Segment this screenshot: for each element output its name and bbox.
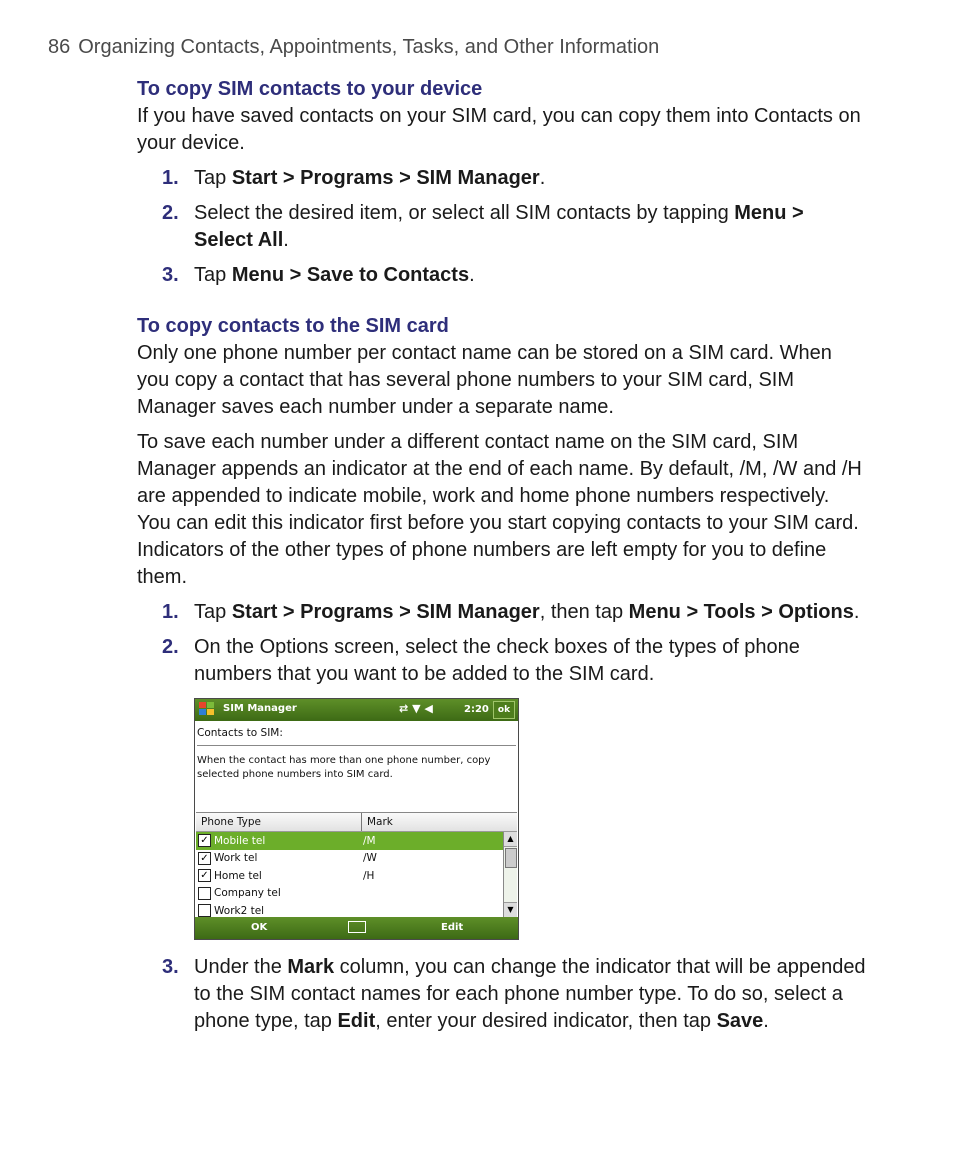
phone-type: Work tel [214, 852, 258, 865]
phone-type: Home tel [214, 869, 262, 882]
chapter-title: Organizing Contacts, Appointments, Tasks, and Other Information [78, 36, 660, 58]
section2-step-3 [137, 954, 867, 1035]
keyboard-icon[interactable] [348, 921, 366, 933]
speaker-icon: ◀ [424, 702, 433, 715]
step-text: Tap [194, 264, 232, 286]
checkbox-unchecked[interactable] [198, 904, 211, 917]
step-text: On the Options screen, select the check boxes of the types of phone numbers that you want to be added to the SIM card. [194, 636, 800, 685]
column-header-mark[interactable]: Mark [367, 816, 393, 828]
section2-para2: To save each number under a different contact name on the SIM card, SIM Manager appends an indicator at the end of each name. By default, /M, /W and /H are appended to indicate mobile, work and home phone numbers respectively. You can edit this indicator first before you start copying contacts to your SIM card. Indicators of the other types of phone numbers are left empty for you to define them. [137, 431, 862, 588]
status-icons [399, 702, 433, 715]
step-command: Menu > Select All [194, 202, 804, 251]
signal-icon: ▼ [412, 702, 421, 715]
step-command: Save [716, 1010, 764, 1032]
step-command: Menu > Save to Contacts [231, 264, 470, 286]
step-punct: . [469, 264, 475, 286]
phone-type: Mobile tel [214, 834, 266, 847]
checkbox-checked[interactable]: ✓ [198, 834, 211, 847]
phone-type-list [196, 812, 517, 917]
section-heading-copy-sim-to-device: To copy SIM contacts to your device [137, 78, 483, 100]
step-command: Menu > Tools > Options [628, 601, 854, 623]
step-command: Start > Programs > SIM Manager [231, 167, 540, 189]
section1-intro: If you have saved contacts on your SIM card, you can copy them into Contacts on your device. [137, 105, 861, 154]
section1-step-3 [137, 262, 867, 289]
running-header [48, 36, 659, 59]
step-text: Tap [194, 167, 232, 189]
step-number: 2. [162, 202, 179, 224]
section-title: Contacts to SIM: [197, 727, 283, 739]
list-item[interactable] [196, 832, 504, 850]
step-text: Under the [194, 956, 288, 978]
step-command: Mark [287, 956, 335, 978]
list-item[interactable] [196, 850, 504, 868]
column-header-phone-type[interactable]: Phone Type [196, 813, 362, 831]
list-header [196, 813, 517, 832]
step-command: Edit [337, 1010, 376, 1032]
title-bar [195, 699, 518, 721]
description: When the contact has more than one phone number, copy selected phone numbers into SIM card. [197, 755, 491, 780]
sim-manager-screenshot [194, 698, 519, 940]
step-punct: . [853, 601, 860, 623]
page-content [137, 76, 867, 1043]
divider [197, 745, 516, 746]
scroll-thumb[interactable] [505, 848, 517, 868]
section2-steps [137, 599, 867, 688]
windows-start-icon[interactable] [199, 702, 217, 718]
scrollbar[interactable] [503, 832, 517, 917]
scroll-down-icon[interactable]: ▼ [504, 902, 517, 917]
softkey-edit[interactable]: Edit [441, 922, 464, 933]
softkey-ok[interactable]: OK [251, 922, 268, 933]
mark: /W [363, 852, 377, 865]
step-text: , enter your desired indicator, then tap [375, 1010, 717, 1032]
mark: /M [363, 834, 376, 847]
section2-step-1 [137, 599, 867, 626]
checkbox-checked[interactable]: ✓ [198, 869, 211, 882]
section-heading-copy-to-sim: To copy contacts to the SIM card [137, 315, 449, 337]
step-text: column, you can change the indicator that will be appended to the SIM contact names for each phone number type. To do so, select a phone type, tap [194, 956, 866, 1032]
ok-button[interactable]: ok [493, 701, 515, 719]
section2-steps-continued [137, 954, 867, 1035]
phone-type: Work2 tel [214, 904, 265, 917]
phone-type: Company tel [214, 887, 281, 900]
section1-step-2 [137, 200, 867, 254]
list-item[interactable] [196, 885, 504, 903]
step-number: 1. [162, 167, 179, 189]
clock: 2:20 [464, 704, 489, 715]
step-number: 1. [162, 601, 179, 623]
step-text: , then tap [539, 601, 629, 623]
step-number: 2. [162, 636, 179, 658]
checkbox-unchecked[interactable] [198, 887, 211, 900]
step-text: Tap [194, 601, 232, 623]
menu-bar [195, 917, 518, 939]
scroll-up-icon[interactable]: ▲ [504, 832, 517, 847]
step-punct: . [763, 1010, 769, 1032]
section1-step-1 [137, 165, 867, 192]
page-number: 86 [48, 36, 71, 58]
step-command: Start > Programs > SIM Manager [231, 601, 540, 623]
app-title: SIM Manager [223, 703, 297, 714]
step-punct: . [283, 229, 289, 251]
section2-step-2 [137, 634, 867, 688]
section1-steps [137, 165, 867, 289]
step-text: Select the desired item, or select all SIM contacts by tapping [194, 202, 735, 224]
checkbox-checked[interactable]: ✓ [198, 852, 211, 865]
section2-para1: Only one phone number per contact name can be stored on a SIM card. When you copy a contact that has several phone numbers to your SIM card, SIM Manager saves each number under a separate name. [137, 342, 832, 418]
step-punct: . [539, 167, 546, 189]
step-number: 3. [162, 264, 179, 286]
mark: /H [363, 869, 375, 882]
sync-icon: ⇄ [399, 702, 409, 715]
list-item[interactable] [196, 867, 504, 885]
step-number: 3. [162, 956, 179, 978]
